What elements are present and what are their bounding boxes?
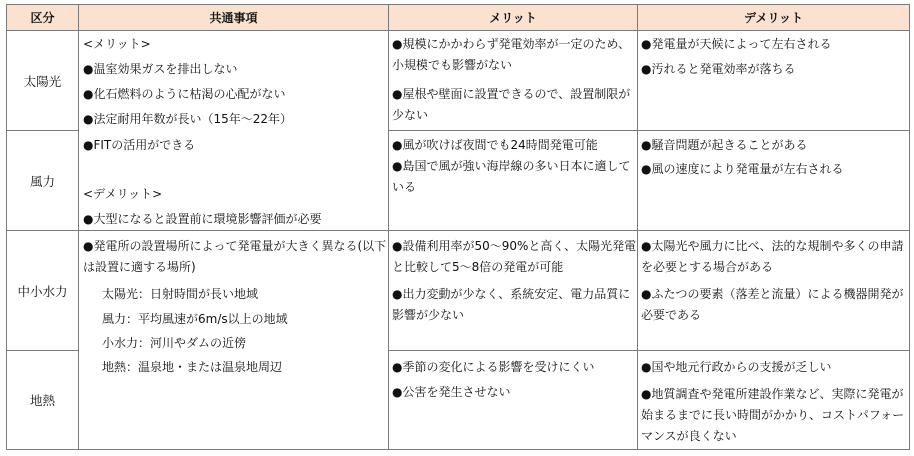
- common-merit-heading: <メリット>: [83, 37, 151, 51]
- site-item: 風力：平均風速が6m/s以上の地域: [102, 312, 288, 326]
- merit-hydro-line: ●出力変動が少なく、系統安定、電力品質に: [392, 287, 631, 301]
- category-geothermal: 地熱: [6, 350, 79, 450]
- common-demerit-item: ●大型になると設置前に環境影響評価が必要: [83, 212, 322, 226]
- demerit-geothermal-line: 始まるまでに長い時間がかかり、コストパフォー: [641, 408, 905, 422]
- category-wind: 風力: [6, 130, 79, 231]
- demerit-hydro-line: 必要である: [641, 308, 702, 322]
- demerit-geothermal-line: ●地質調査や発電所建設作業など、実際に発電が: [641, 387, 904, 401]
- demerit-solar-line: ●汚れると発電効率が落ちる: [641, 62, 796, 76]
- comparison-table: [6, 4, 910, 450]
- merit-hydro-line: と比較して5〜8倍の発電が可能: [392, 260, 564, 274]
- merit-geothermal-line: ●公害を発生させない: [392, 385, 511, 399]
- header-demerit: デメリット: [637, 4, 910, 31]
- category-solar: 太陽光: [6, 30, 79, 131]
- merit-solar-line: ●規模にかかわらず発電効率が一定のため、: [392, 37, 630, 51]
- merit-solar-line: 小規模でも影響がない: [392, 58, 513, 72]
- header-category: 区分: [6, 4, 79, 31]
- header-common: 共通事項: [78, 4, 389, 31]
- merit-solar-line: ●屋根や壁面に設置できるので、設置制限が: [392, 87, 631, 101]
- common-demerit-item: は設置に適する場所): [83, 260, 196, 274]
- common-merit-item: ●FITの活用ができる: [83, 138, 196, 152]
- demerit-hydro-line: を必要とする場合がある: [641, 260, 774, 274]
- demerit-geothermal-line: ●国や地元行政からの支援が乏しい: [641, 360, 832, 374]
- demerit-solar-line: ●発電量が天候によって左右される: [641, 37, 832, 51]
- demerit-hydro-line: ●太陽光や風力に比べ、法的な規制や多くの申請: [641, 239, 904, 253]
- merit-wind-line: ●風が吹けば夜間でも24時間発電可能: [392, 138, 598, 152]
- site-item: 小水力：河川やダムの近傍: [102, 336, 247, 350]
- category-hydro: 中小水力: [6, 230, 79, 351]
- common-demerit-heading: <デメリット>: [83, 187, 163, 201]
- merit-geothermal-line: ●季節の変化による影響を受けにくい: [392, 360, 595, 374]
- common-merit-item: ●温室効果ガスを排出しない: [83, 62, 238, 76]
- site-item: 太陽光：日射時間が長い地域: [102, 287, 259, 301]
- demerit-wind-line: ●騒音問題が起きることがある: [641, 138, 808, 152]
- merit-hydro-line: ●設備利用率が50〜90%と高く、太陽光発電: [392, 239, 637, 253]
- demerit-hydro-line: ●ふたつの要素（落差と流量）による機器開発が: [641, 287, 904, 301]
- merit-hydro-line: 影響が少ない: [392, 308, 465, 322]
- header-merit: メリット: [388, 4, 638, 31]
- site-item: 地熱：温泉地・または温泉地周辺: [102, 360, 283, 374]
- common-merit-item: ●化石燃料のように枯渇の心配がない: [83, 87, 286, 101]
- merit-wind-line: ●島国で風が強い海岸線の多い日本に適して: [392, 159, 631, 173]
- demerit-geothermal-line: マンスが良くない: [641, 429, 737, 443]
- merit-solar-line: 少ない: [392, 108, 429, 122]
- common-merit-item: ●法定耐用年数が長い（15年〜22年）: [83, 112, 293, 126]
- merit-wind-line: いる: [392, 180, 417, 194]
- common-demerit-item: ●発電所の設置場所によって発電量が大きく異なる(以下: [83, 239, 387, 253]
- demerit-wind-line: ●風の速度により発電量が左右される: [641, 162, 844, 176]
